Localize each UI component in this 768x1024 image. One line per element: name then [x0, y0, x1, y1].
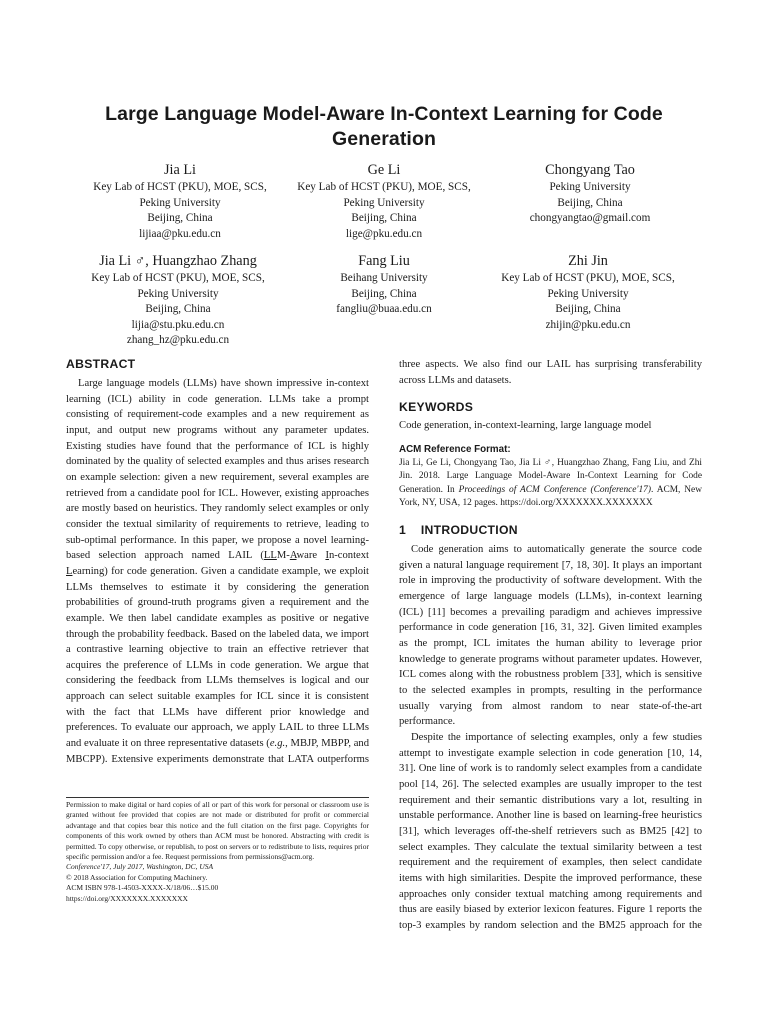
affiliation-line: Peking University	[547, 287, 629, 300]
author-email: zhijin@pku.edu.cn	[545, 318, 631, 331]
affiliation-line: Peking University	[549, 181, 631, 193]
doi-line: https://doi.org/XXXXXXX.XXXXXXX	[66, 893, 188, 903]
author-block-4	[68, 252, 288, 349]
abstract-heading: ABSTRACT	[66, 357, 136, 371]
intro-paragraph-2: Despite the importance of selecting examples, only a few studies attempt to investigate example selection in code generation [10, 14, 31]. One line of work is to randomly select examples from a candidate pool [14, 26]. The selected examples are usually improper to the test requirement and their semantic distributions vary a lot, resulting in unstable performance. Another line is based on learning-free heuristics [31], which leverages off-the-shelf retrievers such as BM25 [42] to select examples. They calculate the textual similarity between a test requirement and the requirement of examples, then select candidate items with high similarities. Despite the improved performance, these approaches only consider textual matching among requirements and thus are easily biased by exterior lexicon features. Figure 1 reports the top-3 examples by random selection and the BM25 approach for the	[399, 732, 702, 931]
affiliation-line: Beihang University	[340, 272, 428, 284]
author-name: Ge Li	[367, 162, 401, 178]
author-block-5	[274, 252, 494, 318]
author-block-2	[274, 161, 494, 242]
author-name: Zhi Jin	[568, 253, 608, 269]
author-email: lige@pku.edu.cn	[345, 227, 423, 240]
author-email: lijiaa@pku.edu.cn	[139, 227, 221, 240]
intro-paragraph-1: Code generation aims to automatically generate the source code given a natural language requirement [7, 18, 30]. It plays an important role in improving the productivity of software development. With the emergence of large language models (LLMs), in-context learning (ICL) [11] becomes a prevailing paradigm and achieves impressive performance in code generation [16, 31, 32]. Given limited examples as the prompt, ICL imitates the human ability to leverage prior knowledge to generate programs without parameter updates. However, ICL comes along with the robustness problem [33], which is sensitive to the selected examples in prompts, resulting in the performance usually varying from almost random to near state-of-the-art performance.	[399, 544, 702, 728]
author-name: Chongyang Tao	[545, 162, 635, 178]
affiliation-line: Beijing, China	[351, 212, 417, 224]
affiliation-line: Beijing, China	[555, 303, 621, 315]
affiliation-line: Beijing, China	[147, 212, 213, 224]
copyright-line: © 2018 Association for Computing Machinery.	[66, 872, 208, 882]
conference-line: Conference'17, July 2017, Washington, DC, USA	[66, 862, 214, 872]
affiliation-line: Peking University	[137, 287, 219, 300]
affiliation-line: Key Lab of HCST (PKU), MOE, SCS,	[91, 272, 265, 284]
author-name: Fang Liu	[358, 253, 410, 269]
right-column	[399, 357, 702, 932]
author-block-3	[480, 161, 700, 227]
left-column	[66, 356, 369, 768]
affiliation-line: Beijing, China	[145, 303, 211, 315]
abstract-continuation: three aspects. We also find our LAIL has surprising transferability across LLMs and datasets.	[399, 359, 702, 386]
author-name: Jia Li	[164, 162, 196, 178]
permission-notice: Permission to make digital or hard copies of all or part of this work for personal or classroom use is granted without fee provided that copies are not made or distributed for profit or commercial advantage and that copies bear this notice and the full citation on the first page. Copyrights for components of this work owned by others than ACM must be honored. Abstracting with credit is permitted. To copy otherwise, or republish, to post on servers or to redistribute to lists, requires prior specific permission and/or a fee. Request permissions from permissions@acm.org.	[66, 800, 369, 862]
affiliation-line: Peking University	[139, 196, 221, 209]
keywords-text: Code generation, in-context-learning, large language model	[399, 420, 652, 432]
keywords-heading: KEYWORDS	[399, 400, 474, 415]
author-email: chongyangtao@gmail.com	[529, 212, 651, 224]
author-email: zhang_hz@pku.edu.cn	[126, 334, 230, 346]
affiliation-line: Peking University	[343, 196, 425, 209]
author-email: fangliu@buaa.edu.cn	[336, 303, 432, 315]
abstract-paragraph: Large language models (LLMs) have shown impressive in-context learning (ICL) ability in code generation. LLMs take a prompt consisting of requirement-code examples and a new requirement as input, and output new programs without any parameter updates. Existing studies have found that the performance of ICL is highly dominated by the quality of selected examples and thus arises research on example selection: given a new requirement, several examples are retrieved from a candidate pool for ICL. However, existing approaches are mostly based on heuristics. They randomly select examples or only consider the textual similarity of requirements to retrieve, leading to sub-optimal performance. In this paper, we propose a novel learning-based selection approach named LAIL (LLM-Aware In-context Learning) for code generation. Given a candidate example, we exploit LLMs themselves to estimate it by considering the generation probabilities of ground-truth programs given a requirement and the example. We then label candidate examples as positive or negative through the probability feedback. Based on the labeled data, we import a contrastive learning objective to train an effective retriever that acquires the preference of LLMs in code generation. We argue that considering the feedback from LLMs themselves is logical and our approach can select suitable examples for ICL since it is consistent with the fact that LLMs have different prior knowledge and preferences. To evaluate our approach, we apply LAIL to three LLMs and evaluate it on three representative datasets (e.g., MBJP, MBPP, and MBCPP). Extensive experiments demonstrate that LATA outperforms	[66, 378, 369, 765]
paper-title: Large Language Model-Aware In-Context Learning for Code Generation	[105, 103, 663, 150]
introduction-heading: 1 INTRODUCTION	[399, 523, 518, 538]
affiliation-line: Beijing, China	[557, 196, 623, 209]
isbn-line: ACM ISBN 978-1-4503-XXXX-X/18/06…$15.00	[66, 883, 219, 893]
author-email: lijia@stu.pku.edu.cn	[131, 318, 225, 331]
acm-reference-text: Jia Li, Ge Li, Chongyang Tao, Jia Li ♂, Huangzhao Zhang, Fang Liu, and Zhi Jin. 2018. Large Language Model-Aware In-Context Learning for Code Generation. In Proceedings of ACM Conference (Conference'17). ACM, New York, NY, USA, 12 pages. https://doi.org/XXXXXXX.XXXXXXX	[399, 457, 702, 508]
author-block-1	[70, 161, 290, 242]
footnote-rule	[66, 797, 369, 798]
author-name: Jia Li ♂, Huangzhao Zhang	[99, 253, 257, 269]
affiliation-line: Key Lab of HCST (PKU), MOE, SCS,	[93, 181, 267, 193]
affiliation-line: Key Lab of HCST (PKU), MOE, SCS,	[501, 272, 675, 284]
acm-reference-heading: ACM Reference Format:	[399, 443, 511, 455]
author-block-6	[478, 252, 698, 333]
affiliation-line: Beijing, China	[351, 287, 417, 300]
copyright-footnote	[66, 800, 369, 904]
affiliation-line: Key Lab of HCST (PKU), MOE, SCS,	[297, 181, 471, 193]
